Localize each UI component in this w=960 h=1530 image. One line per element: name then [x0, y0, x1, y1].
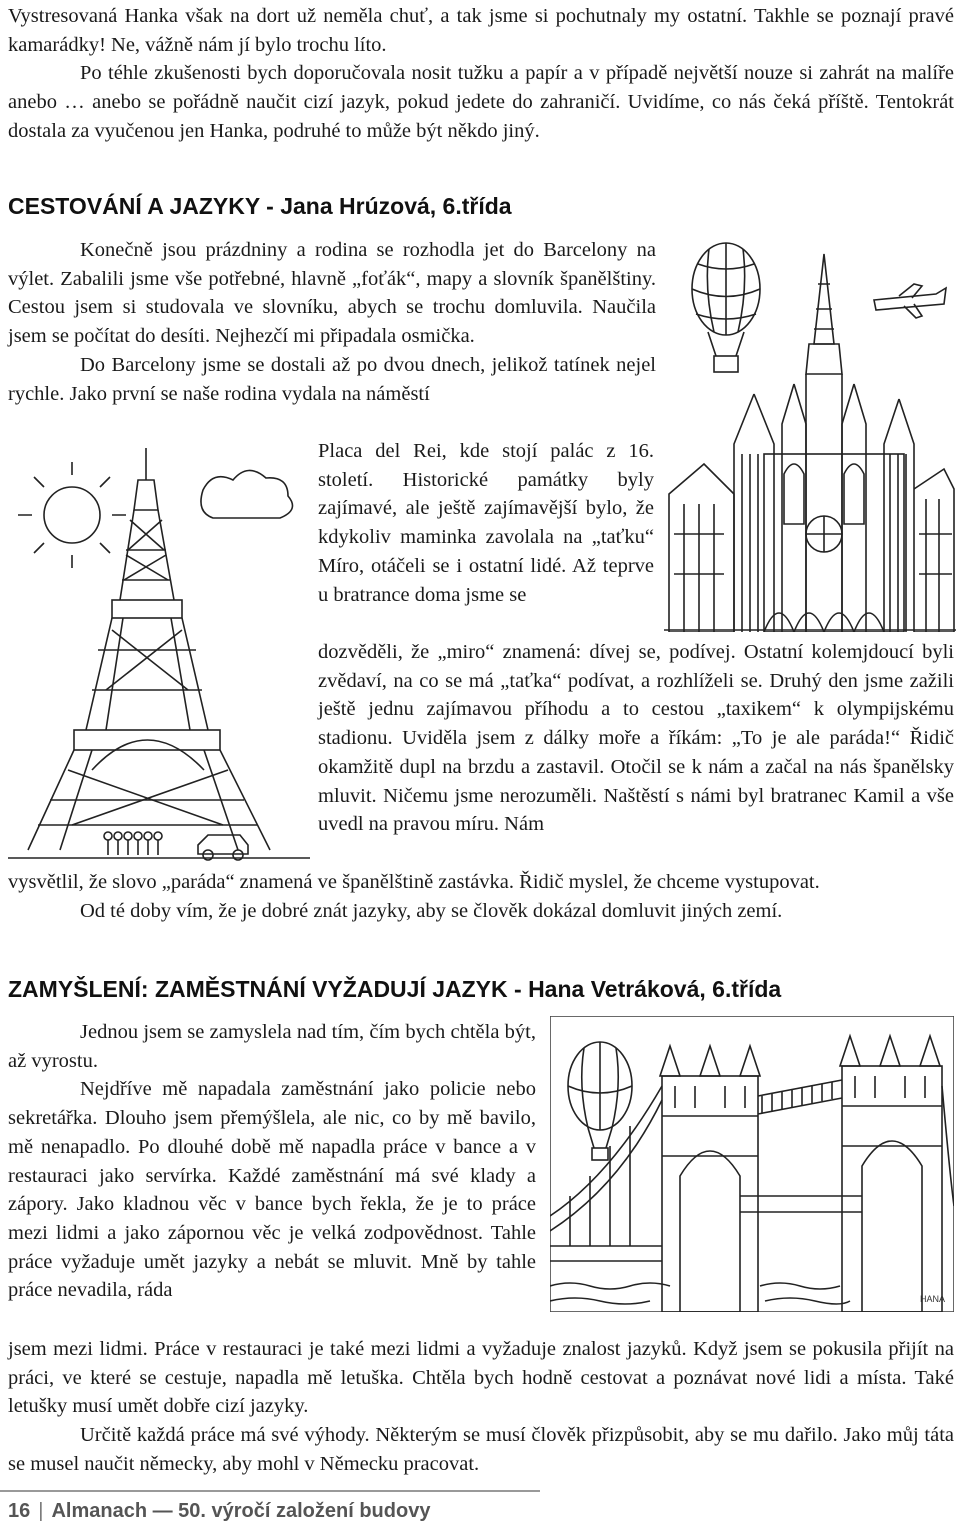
page-footer: 16 | Almanach — 50. výročí založení budovy [8, 1500, 431, 1522]
intro-paragraph-1: Vystresovaná Hanka však na dort už neměla chuť, a tak jsme si pochutnaly my ostatní. Takhle se poznají pravé kamarádky! Ne, vážně nám jí bylo trochu líto. [8, 5, 954, 56]
article2-title: ZAMYŠLENÍ: ZAMĚSTNÁNÍ VYŽADUJÍ JAZYK - Hana Vetráková, 6.třída [8, 976, 782, 1002]
tower-bridge-illustration [550, 1016, 954, 1312]
article2-upper-text [8, 1018, 536, 1305]
footer-title: Almanach — 50. výročí založení budovy [51, 1500, 431, 1522]
article1-paragraph-1: Konečně jsou prázdniny a rodina se rozhodla jet do Barcelony na výlet. Zabalili jsme vše potřebné, hlavně „foťák“, mapy a slovník španělštiny. Cestou jsem si studovala ve slovníku, abych se trochu domluvila. Naučila jsem se počítat do desíti. Nejhezčí mi připadala osmička. [8, 239, 656, 348]
article2-lower-text [8, 1335, 954, 1479]
article2-paragraph-2b: jsem mezi lidmi. Práce v restauraci je také mezi lidmi a vyžaduje znalost jazyků. Když jsem se pokusila přijít na práci, ve které se cestuje, napadla mě letuška. Chtěla bych hodně cestovat a poznávat nové lidi a místa. Také letušky musí umět dobře cizí jazyky. [8, 1338, 954, 1418]
intro-text [8, 2, 954, 146]
eiffel-tower-illustration [8, 440, 310, 865]
intro-paragraph-2: Po téhle zkušenosti bych doporučovala nosit tužku a papír a v případě největší nouze si zahrát na malíře anebo … anebo se pořádně naučit cizí jazyk, pokud jedete do zahraničí. Uvidíme, co nás čeká příště. Tentokrát dostala za vyučenou jen Hanka, podruhé to může být někdo jiný. [8, 62, 954, 142]
article1-closing-paragraph: vysvětlil, že slovo „paráda“ znamená ve španělštině zastávka. Řidič myslel, že chceme vystupovat. [8, 871, 820, 893]
article2-paragraph-2: Nejdříve mě napadala zaměstnání jako policie nebo sekretářka. Dlouho jsem přemýšlela, ale nic, co by mě bavilo, mě nenapadlo. Po dlouhé době mě napadla práce v bance a v restauraci jako servírka. Každé zaměstnání má své klady a zápory. Jako kladnou věc v bance bych řekla, že je to práce mezi lidmi a jako zápornou věc je velká zodpovědnost. Tahle práce vyžaduje umět jazyky a nebát se mluvit. Mně by tahle práce nevadila, ráda [8, 1078, 536, 1302]
article2-paragraph-3: Určitě každá práce má své výhody. Některým se musí člověk přizpůsobit, aby se mu dařilo. Jako můj táta se musel naučit německy, aby mohl v Německu pracovat. [8, 1424, 954, 1475]
article1-upper-text [8, 236, 656, 408]
article1-paragraph-2: Do Barcelony jsme se dostali až po dvou dnech, jelikož tatínek nejel rychle. Jako první se naše rodina vydala na náměstí [8, 353, 656, 405]
article1-wide-text [318, 638, 954, 839]
footer-rule [0, 1490, 540, 1492]
drawing-signature: HANA [920, 1294, 946, 1304]
cathedral-illustration [664, 234, 956, 632]
article1-wide-paragraph: dozvěděli, že „miro“ znamená: dívej se, podívej. Ostatní kolemjdoucí byli zvědaví, na co se má „taťka“ podívat, a rozhlíželi se. Druhý den jsme zažili ještě jednu zajímavou příhodu a to cestou „taxikem“ k olympijskému stadionu. Uviděla jsem z dálky moře a říkám: „To je ale paráda!“ Řidič okamžitě dupl na brzdu a zastavil. Otočil se k nám a začal na nás španělsky mluvit. Ničemu jsme nerozuměli. Naštěstí s námi byl bratranec Kamil a vše uvedl na pravou míru. Nám [318, 641, 954, 836]
article1-column-text [318, 437, 654, 609]
article1-title: CESTOVÁNÍ A JAZYKY - Jana Hrúzová, 6.třída [8, 193, 512, 219]
article1-last-paragraph: Od té doby vím, že je dobré znát jazyky, aby se člověk dokázal domluvit jiných zemí. [80, 899, 783, 922]
article1-column-paragraph: Placa del Rei, kde stojí palác z 16. století. Historické památky byly zajímavé, ale ještě zajímavější bylo, že kdykoliv maminka zavolala na „taťku“ Míro, otáčeli se i ostatní lidé. Až teprve u bratrance doma jsme se [318, 440, 654, 606]
article1-closing-text [8, 868, 954, 925]
page-number: 16 [8, 1500, 31, 1522]
article2-paragraph-1: Jednou jsem se zamyslela nad tím, čím bych chtěla být, až vyrostu. [8, 1021, 536, 1072]
eiffel-tower-drawing [8, 440, 310, 865]
cathedral-drawing [664, 234, 956, 632]
tower-bridge-drawing [550, 1016, 954, 1312]
